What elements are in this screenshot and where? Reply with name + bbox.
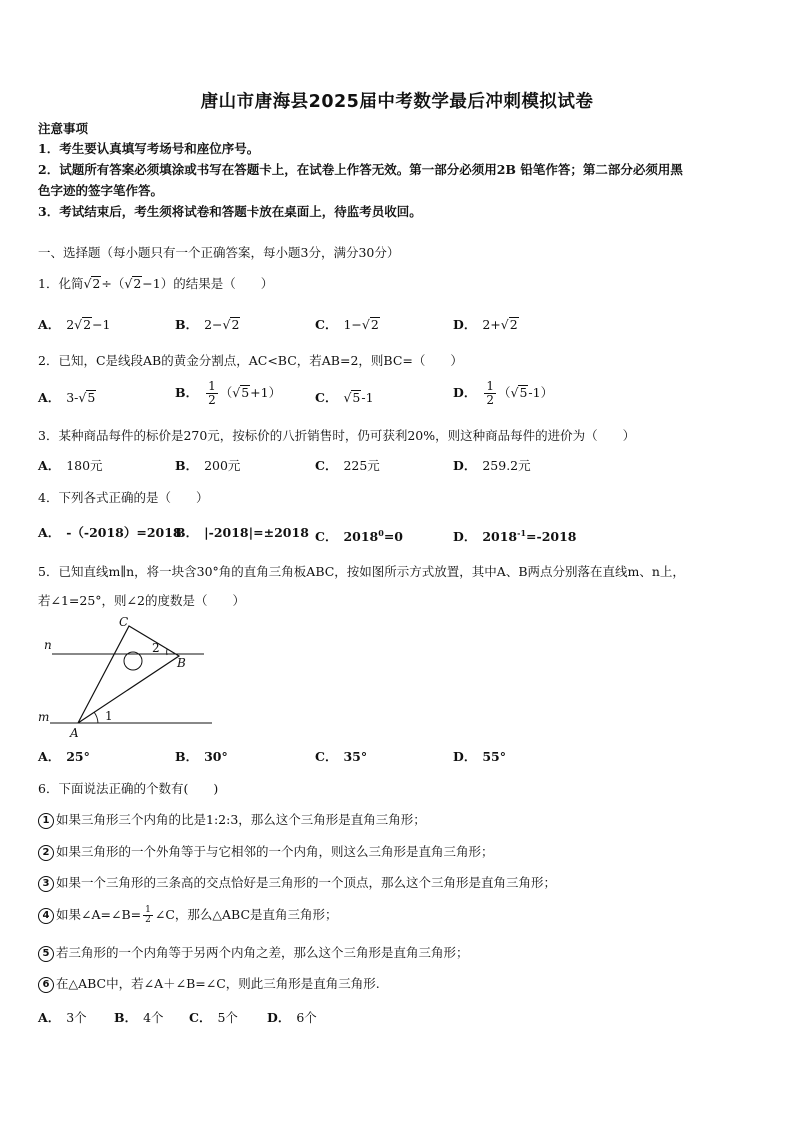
- label-angle-2: 2: [152, 641, 160, 655]
- q5-option-a: A． 25°: [38, 749, 90, 764]
- q1-option-b: B． 2−√2: [175, 317, 240, 332]
- section-heading: 一、选择题（每小题只有一个正确答案，每小题3分，满分30分）: [38, 245, 400, 260]
- q4-option-c: C． $2018^0=0$: [315, 528, 403, 545]
- q2-option-a: A． 3-√5: [38, 390, 96, 405]
- q6-statement: 4 如果∠A=∠B= $\frac{1}{2}$ ∠C，那么△ABC是直角三角形；: [38, 906, 338, 925]
- label-m: m: [38, 710, 50, 724]
- q6-option-a: A． 3个: [38, 1010, 87, 1025]
- notice-item: 3．考试结束后，考生须将试卷和答题卡放在桌面上，待监考员收回。: [38, 204, 422, 219]
- circle-mark: [124, 652, 142, 670]
- label-n: n: [44, 638, 52, 652]
- q5-option-b: B． 30°: [175, 749, 228, 764]
- q6-statement: 1 如果三角形三个内角的比是1:2:3，那么这个三角形是直角三角形；: [38, 811, 426, 829]
- question-3-stem: 3．某种商品每件的标价是270元，按标价的八折销售时，仍可获利20%，则这种商品每件的进价为（ ）: [38, 428, 636, 443]
- triangle-abc: [78, 626, 179, 723]
- q3-option-b: B． 200元: [175, 458, 241, 473]
- q4-option-a: A． -（-2018）=2018: [38, 525, 182, 540]
- q5-option-d: D． 55°: [453, 749, 506, 764]
- question-5-stem: 5．已知直线m∥n，将一块含30°角的直角三角板ABC，按如图所示方式放置，其中A、B两点分别落在直线m、n上，: [38, 564, 685, 579]
- q2-option-d: D． $\frac{1}{2}$ （√5-1）: [453, 379, 554, 407]
- question-2-stem: 2．已知，C是线段AB的黄金分割点，AC<BC，若AB=2，则BC=（ ）: [38, 353, 463, 368]
- page-title: 唐山市唐海县2025届中考数学最后冲刺模拟试卷: [200, 92, 594, 112]
- q2-option-c: C． √5-1: [315, 390, 374, 405]
- angle-1-arc: [94, 712, 98, 723]
- q6-statement: 5 若三角形的一个内角等于另两个内角之差，那么这个三角形是直角三角形；: [38, 944, 469, 962]
- q4-option-d: D． $2018^{-1}=-2018$: [453, 528, 577, 545]
- notice-item: 2．试题所有答案必须填涂或书写在答题卡上，在试卷上作答无效。第一部分必须用2B 铅笔作答；第二部分必须用黑: [38, 162, 683, 177]
- question-4-stem: 4．下列各式正确的是（ ）: [38, 490, 209, 505]
- question-1-stem: 1．化简√2÷（√2−1）的结果是（ ）: [38, 276, 274, 291]
- question-5-stem-cont: 若∠1=25°，则∠2的度数是（ ）: [38, 593, 245, 608]
- q6-option-d: D． 6个: [267, 1010, 317, 1025]
- q1-option-a: A． 2√2−1: [38, 317, 111, 332]
- label-angle-1: 1: [105, 709, 113, 723]
- label-a: A: [70, 726, 79, 740]
- q5-option-c: C． 35°: [315, 749, 368, 764]
- label-c: C: [119, 615, 129, 629]
- q6-option-b: B． 4个: [114, 1010, 164, 1025]
- question-6-stem: 6．下面说法正确的个数有( ): [38, 781, 219, 796]
- notice-item: 色字迹的签字笔作答。: [38, 183, 164, 198]
- q4-option-b: B． |-2018|=±2018: [175, 525, 309, 540]
- notice-heading: 注意事项: [38, 121, 89, 136]
- notice-item: 1．考生要认真填写考场号和座位序号。: [38, 141, 260, 156]
- q3-option-c: C． 225元: [315, 458, 380, 473]
- q1-option-d: D． 2+√2: [453, 317, 518, 332]
- q6-option-c: C． 5个: [189, 1010, 238, 1025]
- q6-statement: 6 在△ABC中，若∠A＋∠B=∠C，则此三角形是直角三角形.: [38, 975, 380, 993]
- q2-option-b: B． $\frac{1}{2}$ （√5+1）: [175, 379, 282, 407]
- q6-statement: 3 如果一个三角形的三条高的交点恰好是三角形的一个顶点，那么这个三角形是直角三角形；: [38, 874, 556, 892]
- parallel-lines-triangle-figure: [36, 612, 216, 740]
- q3-option-a: A． 180元: [38, 458, 103, 473]
- q6-statement: 2 如果三角形的一个外角等于与它相邻的一个内角，则这么三角形是直角三角形；: [38, 843, 494, 861]
- q1-option-c: C． 1−√2: [315, 317, 379, 332]
- label-b: B: [177, 656, 186, 670]
- q3-option-d: D． 259.2元: [453, 458, 531, 473]
